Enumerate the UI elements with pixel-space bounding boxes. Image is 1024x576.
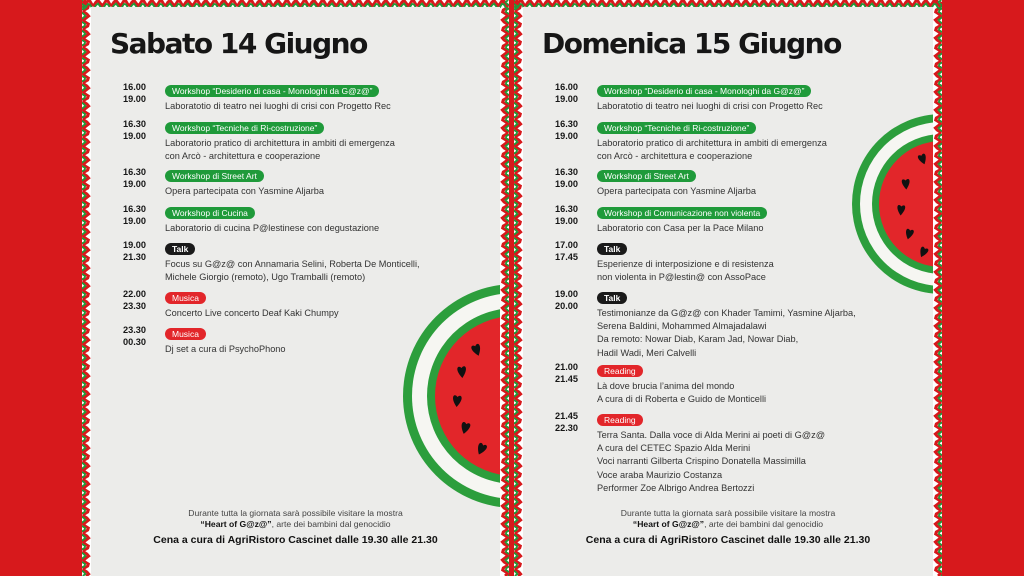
start-time: 23.30 bbox=[123, 325, 146, 335]
exhibition-subtitle: , arte dei bambini dal genocidio bbox=[704, 519, 824, 529]
start-time: 17.00 bbox=[555, 240, 578, 250]
event-description-line: con Arcò - architettura e cooperazione bbox=[597, 151, 753, 162]
event-description-line: Laboratorio con Casa per la Pace Milano bbox=[597, 223, 764, 233]
exhibition-note: Durante tutta la giornata sarà possibile visitare la mostra bbox=[620, 508, 836, 518]
right-red-margin bbox=[942, 0, 1024, 576]
event-body bbox=[165, 324, 500, 355]
schedule-item bbox=[555, 118, 933, 162]
event-description-line: Testimonianze da G@z@ con Khader Tamimi, Yasmine Aljarba, bbox=[597, 308, 856, 318]
schedule-item bbox=[123, 324, 500, 354]
end-time: 00.30 bbox=[123, 337, 146, 347]
end-time: 20.00 bbox=[555, 301, 578, 311]
end-time: 19.00 bbox=[123, 131, 146, 141]
event-description-line: Concerto Live concerto Deaf Kaki Chumpy bbox=[165, 308, 339, 318]
event-description-line: Serena Baldini, Mohammed Almajadalawi bbox=[597, 321, 767, 332]
footer bbox=[523, 508, 933, 546]
exhibition-note: Durante tutta la giornata sarà possibile visitare la mostra bbox=[188, 508, 403, 518]
exhibition-title-line bbox=[91, 519, 500, 530]
schedule-item bbox=[555, 288, 933, 358]
event-tag: Workshop “Tecniche di Ri-costruzione” bbox=[597, 122, 756, 134]
dinner-note: Cena a cura di AgriRistoro Cascinet dalle 19.30 alle 21.30 bbox=[585, 534, 871, 546]
event-body bbox=[165, 81, 500, 112]
left-red-margin bbox=[0, 0, 82, 576]
event-description-line: Voce araba Maurizio Costanza bbox=[597, 469, 723, 480]
start-time: 16.30 bbox=[555, 204, 578, 214]
event-body bbox=[165, 166, 500, 197]
event-tag: Talk bbox=[597, 243, 627, 255]
start-time: 21.45 bbox=[555, 411, 578, 421]
event-body bbox=[597, 166, 933, 197]
event-tag: Talk bbox=[165, 243, 195, 255]
event-description-line: A cura di di Roberta e Guido de Monticelli bbox=[597, 394, 767, 405]
day-panel-saturday bbox=[82, 0, 509, 576]
exhibition-title: “Heart of G@z@” bbox=[632, 519, 705, 529]
event-body bbox=[597, 81, 933, 112]
event-description-line: Laboratorio pratico di architettura in ambiti di emergenza bbox=[165, 138, 395, 148]
schedule-item bbox=[555, 81, 933, 111]
schedule-item bbox=[123, 166, 500, 196]
schedule-item bbox=[555, 166, 933, 196]
exhibition-subtitle: , arte dei bambini dal genocidio bbox=[271, 519, 391, 529]
event-description-line: Performer Zoe Albrigo Andrea Bertozzi bbox=[597, 482, 755, 493]
event-description-line: Voci narranti Gilberta Crispino Donatella Massimilla bbox=[597, 456, 806, 467]
event-description-line: A cura del CETEC Spazio Alda Merini bbox=[597, 443, 751, 454]
end-time: 19.00 bbox=[555, 216, 578, 226]
event-body bbox=[597, 118, 933, 162]
event-body bbox=[597, 361, 933, 405]
watermelon-slice-icon bbox=[401, 285, 500, 515]
start-time: 16.30 bbox=[555, 119, 578, 129]
schedule-item bbox=[123, 203, 500, 233]
event-description-line: Laboratotio di teatro nei luoghi di crisi con Progetto Rec bbox=[597, 101, 823, 111]
event-body bbox=[597, 288, 933, 359]
event-description-line: Michele Giorgio (remoto), Ugo Tramballi (remoto) bbox=[165, 272, 366, 283]
event-body bbox=[165, 239, 500, 283]
dinner-note: Cena a cura di AgriRistoro Cascinet dalle 19.30 alle 21.30 bbox=[153, 534, 438, 546]
event-description-line: Laboratotio di teatro nei luoghi di crisi con Progetto Rec bbox=[165, 101, 391, 111]
event-description-line: Hadil Wadi, Meri Calvelli bbox=[597, 347, 697, 358]
exhibition-title-line bbox=[523, 519, 933, 530]
panel-paper bbox=[91, 7, 500, 576]
event-description-line: non violenta in P@lestin@ con AssoPace bbox=[597, 272, 766, 283]
start-time: 16.30 bbox=[123, 204, 146, 214]
schedule-item bbox=[123, 239, 500, 283]
start-time: 16.00 bbox=[123, 82, 146, 92]
start-time: 19.00 bbox=[555, 289, 578, 299]
start-time: 16.30 bbox=[123, 119, 146, 129]
start-time: 16.30 bbox=[123, 167, 146, 177]
end-time: 19.00 bbox=[555, 94, 578, 104]
schedule-item bbox=[123, 288, 500, 318]
event-tag: Reading bbox=[597, 414, 643, 426]
event-tag: Musica bbox=[165, 328, 206, 340]
schedule-item bbox=[123, 118, 500, 162]
end-time: 23.30 bbox=[123, 301, 146, 311]
event-tag: Workshop “Desiderio di casa - Monologhi da G@z@” bbox=[165, 85, 379, 97]
end-time: 19.00 bbox=[123, 94, 146, 104]
event-tag: Workshop di Street Art bbox=[165, 170, 264, 182]
event-tag: Workshop “Tecniche di Ri-costruzione” bbox=[165, 122, 324, 134]
event-tag: Workshop di Cucina bbox=[165, 207, 255, 219]
event-body bbox=[165, 118, 500, 162]
event-description-line: Laboratorio di cucina P@lestinese con degustazione bbox=[165, 223, 380, 233]
event-tag: Workshop “Desiderio di casa - Monologhi da G@z@” bbox=[597, 85, 811, 97]
event-description-line: Opera partecipata con Yasmine Aljarba bbox=[597, 186, 757, 196]
schedule-item bbox=[555, 361, 933, 405]
event-description-line: Terra Santa. Dalla voce di Alda Merini ai poeti di G@z@ bbox=[597, 430, 826, 440]
start-time: 21.00 bbox=[555, 362, 578, 372]
start-time: 22.00 bbox=[123, 289, 146, 299]
event-tag: Workshop di Street Art bbox=[597, 170, 696, 182]
schedule-item bbox=[123, 81, 500, 111]
event-body bbox=[597, 239, 933, 283]
end-time: 17.45 bbox=[555, 252, 578, 262]
event-body bbox=[165, 203, 500, 234]
schedule-item bbox=[555, 410, 933, 493]
event-description-line: con Arcò - architettura e cooperazione bbox=[165, 151, 321, 162]
schedule-item bbox=[555, 239, 933, 283]
end-time: 19.00 bbox=[555, 131, 578, 141]
start-time: 16.00 bbox=[555, 82, 578, 92]
footer bbox=[91, 508, 500, 546]
end-time: 19.00 bbox=[123, 216, 146, 226]
event-body bbox=[597, 203, 933, 234]
event-body bbox=[165, 288, 500, 319]
end-time: 19.00 bbox=[555, 179, 578, 189]
event-description-line: Esperienze di interposizione e di resistenza bbox=[597, 259, 774, 269]
event-description-line: Dj set a cura di PsychoPhono bbox=[165, 344, 286, 354]
day-title: Domenica 15 Giugno bbox=[542, 27, 841, 60]
event-tag: Musica bbox=[165, 292, 206, 304]
start-time: 16.30 bbox=[555, 167, 578, 177]
panel-paper bbox=[523, 7, 933, 576]
end-time: 21.30 bbox=[123, 252, 146, 262]
end-time: 22.30 bbox=[555, 423, 578, 433]
day-title: Sabato 14 Giugno bbox=[110, 27, 367, 60]
event-tag: Talk bbox=[597, 292, 627, 304]
event-tag: Reading bbox=[597, 365, 643, 377]
schedule-item bbox=[555, 203, 933, 233]
day-panel-sunday bbox=[514, 0, 942, 576]
exhibition-title: “Heart of G@z@” bbox=[200, 519, 272, 529]
event-description-line: Da remoto: Nowar Diab, Karam Jad, Nowar Diab, bbox=[597, 334, 799, 345]
start-time: 19.00 bbox=[123, 240, 146, 250]
event-description-line: Opera partecipata con Yasmine Aljarba bbox=[165, 186, 325, 196]
event-description-line: Là dove brucia l’anima del mondo bbox=[597, 381, 735, 391]
end-time: 19.00 bbox=[123, 179, 146, 189]
event-tag: Workshop di Comunicazione non violenta bbox=[597, 207, 767, 219]
event-description-line: Laboratorio pratico di architettura in ambiti di emergenza bbox=[597, 138, 827, 148]
event-description-line: Focus su G@z@ con Annamaria Selini, Roberta De Monticelli, bbox=[165, 259, 420, 269]
end-time: 21.45 bbox=[555, 374, 578, 384]
event-body bbox=[597, 410, 933, 494]
